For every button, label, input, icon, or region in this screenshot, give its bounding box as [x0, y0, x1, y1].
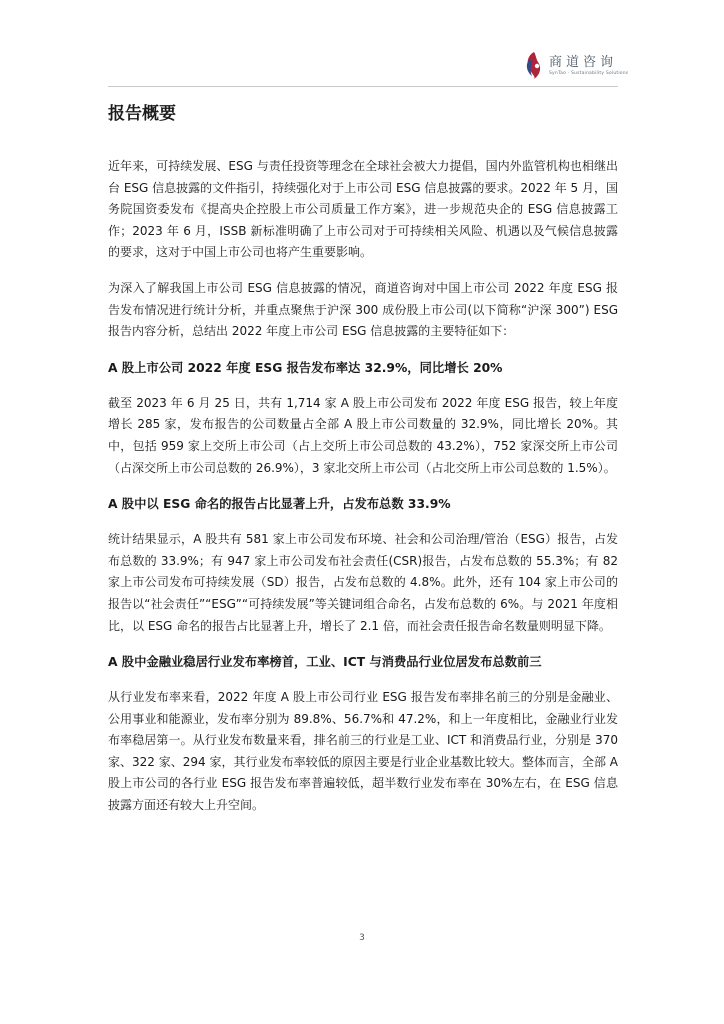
intro-paragraph-1: 近年来，可持续发展、ESG 与责任投资等理念在全球社会被大力提倡，国内外监管机构也相继出台 ESG 信息披露的文件指引，持续强化对于上市公司 ESG 信息披露的要求。2022 年 5 月，国务院国资委发布《提高央企控股上市公司质量工作方案》，进一步规范央企的 ESG 信息披露工作；2023 年 6 月，ISSB 新标准明确了上市公司对于可持续相关风险、机遇以及气候信息披露的要求，这对于中国上市公司也将产生重要影响。 — [108, 159, 618, 260]
brand-name: 商道咨询 — [549, 55, 618, 70]
finding-3-paragraph: 从行业发布率来看，2022 年度 A 股上市公司行业 ESG 报告发布率排名前三的分别是金融业、公用事业和能源业，发布率分别为 89.8%、56.7%和 47.2%，和上一年度相比，金融业行业发布率稳居第一。从行业发布数量来看，排名前三的行业是工业、ICT 和消费品行业，分别是 370 家、322 家、294 家，其行业发布率较低的原因主要是行业企业基数比较大。整体而言，全部 A 股上市公司的各行业 ESG 报告发布率普遍较低，超半数行业发布率在 30%左右，在 ESG 信息披露方面还有较大上升空间。 — [108, 690, 618, 813]
finding-2-heading: A 股中以 ESG 命名的报告占比显著上升，占发布总数 33.9% — [108, 497, 451, 512]
brand-tagline: SynTao · Sustainability Solutions — [549, 71, 629, 76]
intro-paragraph-2: 为深入了解我国上市公司 ESG 信息披露的情况，商道咨询对中国上市公司 2022 年度 ESG 报告发布情况进行统计分析，并重点聚焦于沪深 300 成份股上市公司(以下简称“沪深 300”) ESG 报告内容分析，总结出 2022 年度上市公司 ESG 信息披露的主要特征如下： — [108, 280, 618, 339]
finding-3-heading: A 股中金融业稳居行业发布率榜首，工业、ICT 与消费品行业位居发布总数前三 — [108, 655, 542, 670]
page-number: 3 — [359, 933, 365, 943]
syntao-logo-icon — [523, 50, 545, 80]
finding-2-paragraph: 统计结果显示，A 股共有 581 家上市公司发布环境、社会和公司治理/管治（ESG）报告，占发布总数的 33.9%；有 947 家上市公司发布社会责任(CSR)报告，占发布总数的 55.3%；有 82 家上市公司发布可持续发展（SD）报告，占发布总数的 4.8%。此外，还有 104 家上市公司的报告以“社会责任”“ESG”“可持续发展”等关键词组合命名，占发布总数的 6%。与 2021 年度相比，以 ESG 命名的报告占比显著上升，增长了 2.1 倍，而社会责任报告命名数量则明显下降。 — [108, 532, 618, 633]
brand-logo — [523, 50, 633, 84]
finding-1-heading: A 股上市公司 2022 年度 ESG 报告发布率达 32.9%，同比增长 20% — [108, 360, 503, 375]
page-body — [108, 100, 618, 831]
section-title: 报告概要 — [108, 104, 176, 124]
finding-1-paragraph: 截至 2023 年 6 月 25 日，共有 1,714 家 A 股上市公司发布 2022 年度 ESG 报告，较上年度增长 285 家，发布报告的公司数量占全部 A 股上市公司数量的 32.9%，同比增长 20%。其中，包括 959 家上交所上市公司（占上交所上市公司总数的 43.2%），752 家深交所上市公司（占深交所上市公司总数的 26.9%），3 家北交所上市公司（占北交所上市公司总数的 1.5%）。 — [108, 395, 618, 475]
header-divider — [108, 86, 618, 87]
